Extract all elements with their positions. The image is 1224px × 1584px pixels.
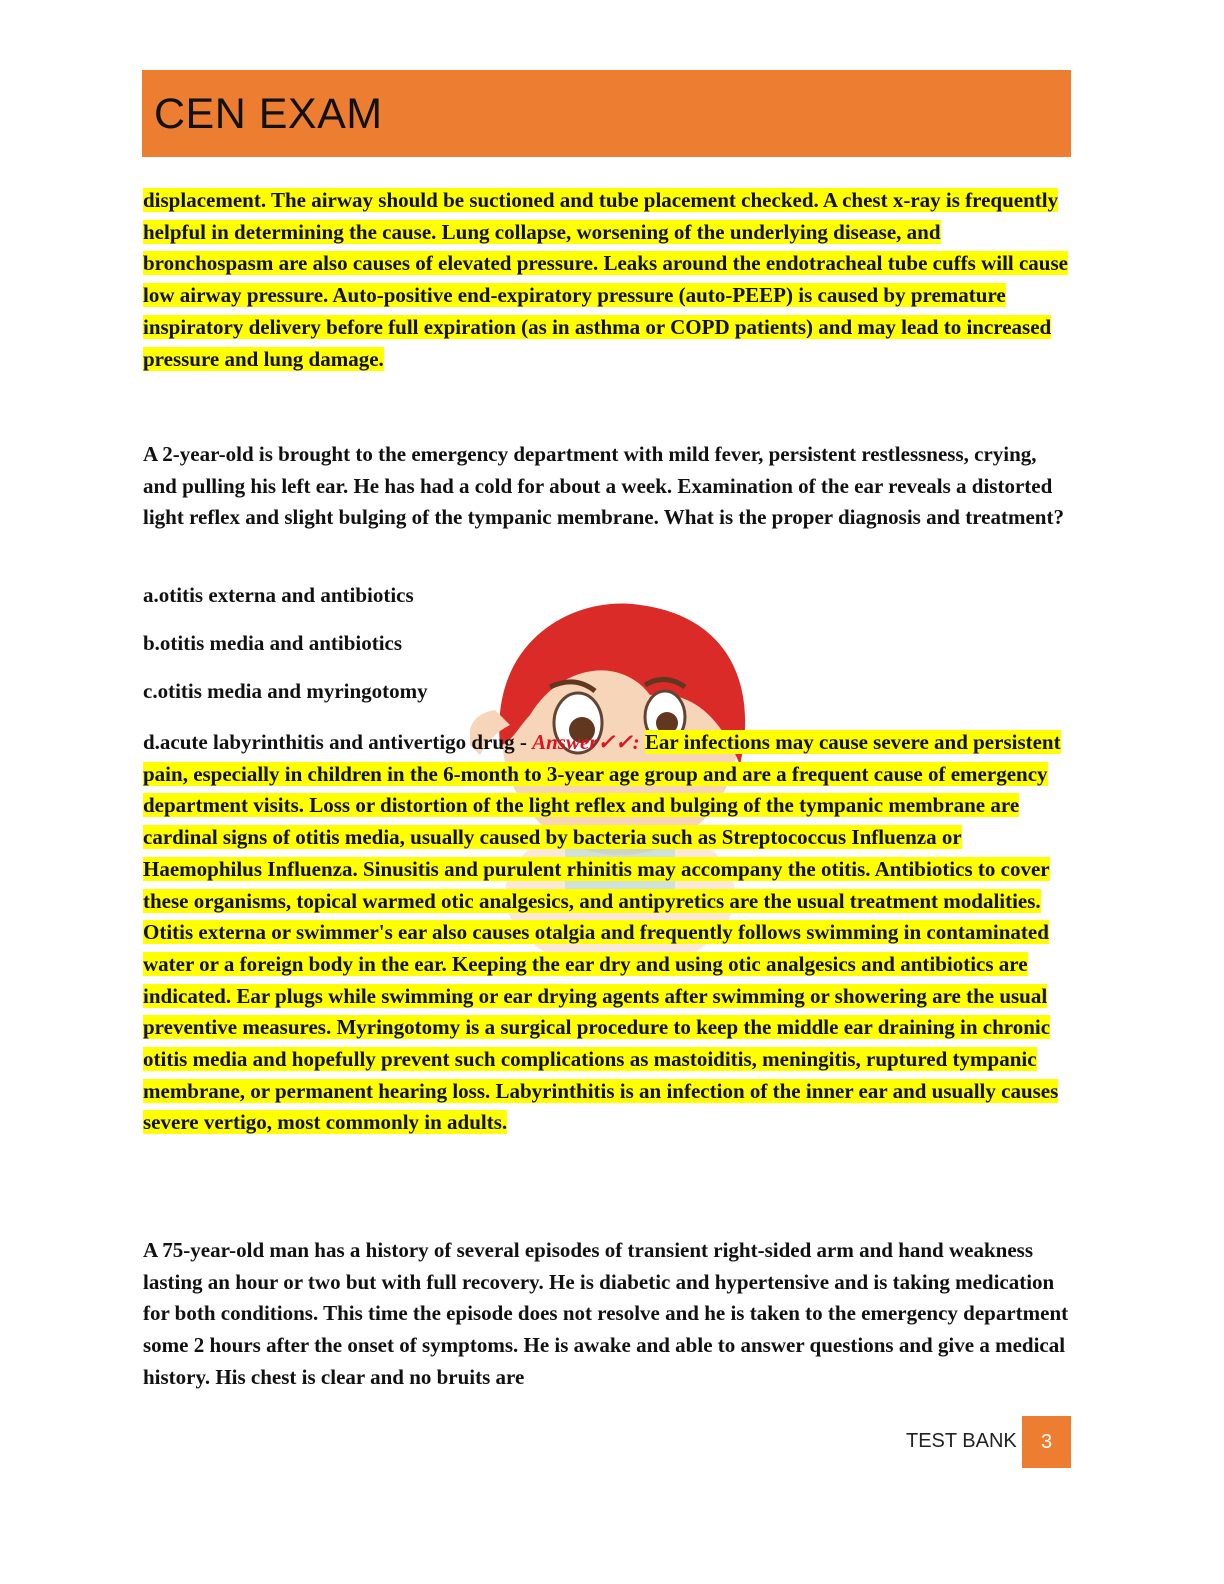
option-b: b.otitis media and antibiotics <box>143 631 403 655</box>
page-number: 3 <box>1022 1416 1071 1468</box>
answer-explanation: Ear infections may cause severe and persistent pain, especially in children in the 6-month to 3-year age group and are a frequent cause of emergency department visits. Loss or distortion of the light reflex and bulging of the tympanic membrane are cardinal signs of otitis media, usually caused by bacteria such as Streptococcus Influenza or Haemophilus Influenza. Sinusitis and purulent rhinitis may accompany the otitis. Antibiotics to cover these organisms, topical warmed otic analgesics, and antipyretics are the usual treatment modalities. Otitis externa or swimmer's ear also causes otalgia and frequently follows swimming in contaminated water or a foreign body in the ear. Keeping the ear dry and using otic analgesics and antibiotics are indicated. Ear plugs while swimming or ear drying agents after swimming or showering are the usual preventive measures. Myringotomy is a surgical procedure to keep the middle ear draining in chronic otitis media and hopefully prevent such complications as mastoiditis, meningitis, ruptured tympanic membrane, or permanent hearing loss. Labyrinthitis is an infection of the inner ear and usually causes severe vertigo, most commonly in adults. <box>143 730 1061 1135</box>
question-2-text: A 75-year-old man has a history of several episodes of transient right-sided arm and hand weakness lasting an hour or two but with full recovery. He is diabetic and hypertensive and is taking medication for both conditions. This time the episode does not resolve and he is taken to the emergency department some 2 hours after the onset of symptoms. He is awake and able to answer questions and give a medical history. His chest is clear and no bruits are <box>143 1238 1069 1389</box>
option-d: d.acute labyrinthitis and antivertigo drug <box>143 730 515 754</box>
page-title: CEN EXAM <box>154 90 383 138</box>
previous-answer-paragraph <box>143 185 1073 375</box>
option-c: c.otitis media and myringotomy <box>143 679 428 703</box>
footer-label: TEST BANK <box>906 1430 1017 1452</box>
highlighted-text: displacement. The airway should be suctioned and tube placement checked. A chest x-ray is frequently helpful in determining the cause. Lung collapse, worsening of the underlying disease, and bronchospasm are also causes of elevated pressure. Leaks around the endotracheal tube cuffs will cause low airway pressure. Auto-positive end-expiratory pressure (auto-PEEP) is caused by premature inspiratory delivery before full expiration (as in asthma or COPD patients) and may lead to increased pressure and lung damage. <box>143 188 1068 371</box>
answer-label: Answer✓✓: <box>532 730 640 754</box>
option-a: a.otitis externa and antibiotics <box>143 583 414 607</box>
header-band <box>142 70 1071 157</box>
answer-separator: - <box>514 730 533 754</box>
question-1-text: A 2-year-old is brought to the emergency department with mild fever, persistent restlessness, crying, and pulling his left ear. He has had a cold for about a week. Examination of the ear reveals a distorted light reflex and slight bulging of the tympanic membrane. What is the proper diagnosis and treatment? <box>143 442 1064 530</box>
option-d-with-answer <box>143 727 1073 1139</box>
